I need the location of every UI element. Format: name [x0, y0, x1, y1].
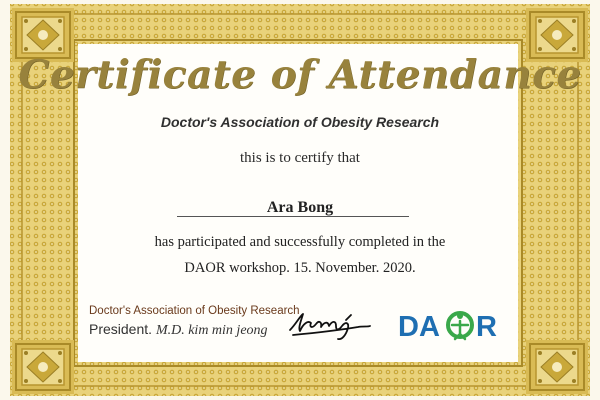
logo-text-da: DA	[398, 311, 440, 343]
president-line	[89, 321, 268, 339]
daor-logo	[398, 308, 512, 344]
president-name: M.D. kim min jeong	[155, 323, 268, 338]
corner-ornament-bottom-left	[12, 340, 74, 394]
completion-text-line2: DAOR workshop. 15. November. 2020.	[184, 260, 416, 276]
organization-name: Doctor's Association of Obesity Research	[160, 114, 440, 130]
certify-text: this is to certify that	[240, 150, 360, 166]
footer-organization: Doctor's Association of Obesity Research	[89, 305, 300, 317]
recipient-name: Ara Bong	[266, 199, 334, 216]
logo-figure-icon	[448, 313, 472, 339]
logo-text-r: R	[476, 311, 497, 343]
certificate-title: Certificate of Attendance	[18, 52, 582, 98]
corner-ornament-bottom-right	[526, 340, 588, 394]
completion-text-line1: has participated and successfully completed in the	[154, 234, 446, 250]
president-prefix: President.	[89, 321, 153, 337]
president-signature	[286, 306, 374, 342]
recipient-underline	[177, 216, 409, 217]
